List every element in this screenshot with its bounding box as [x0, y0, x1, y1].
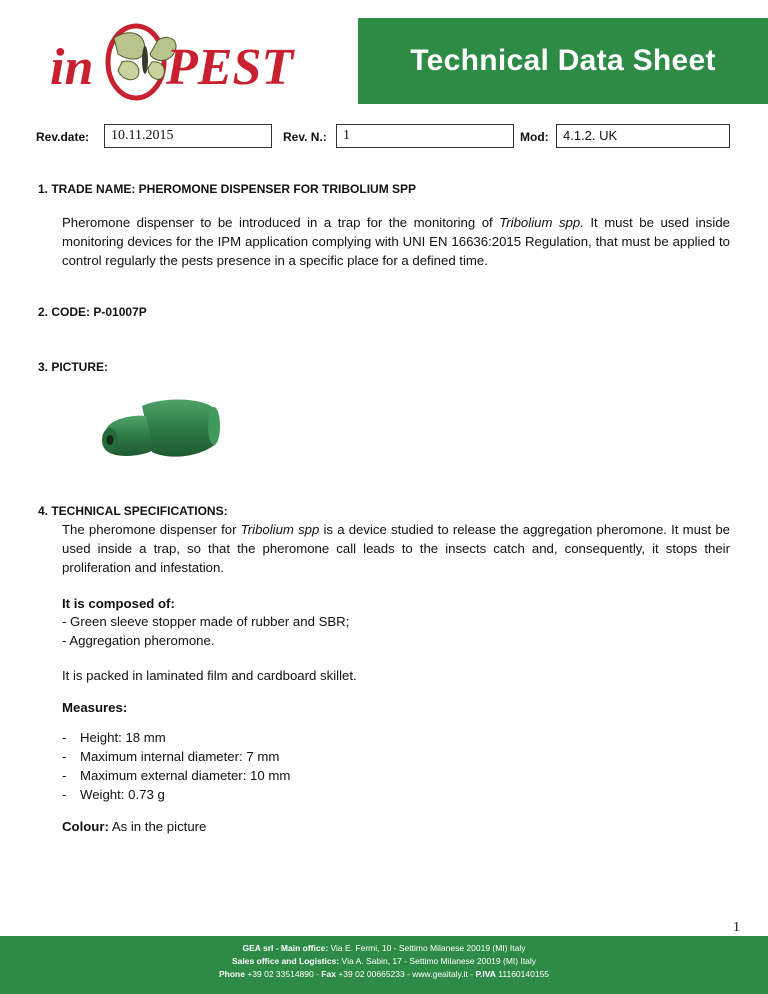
- measures-heading: Measures:: [62, 700, 128, 715]
- rev-n-field: 1: [336, 124, 514, 148]
- list-item: - Height: 18 mm: [62, 730, 166, 745]
- rev-n-label: Rev. N.:: [283, 130, 327, 144]
- composed-list: [62, 612, 349, 650]
- section-4-text: The pheromone dispenser for Tribolium spp is a device studied to release the aggregation pheromone. It must be used inside a trap, so that the pheromone call leads to the insects catch and, consequently, it stops their proliferation and infestation.: [62, 522, 730, 575]
- list-item: - Weight: 0.73 g: [62, 787, 165, 802]
- section-2-heading: 2. CODE: P-01007P: [38, 305, 147, 319]
- footer-line-sales-office: Sales office and Logistics: Via A. Sabin, 17 - Settimo Milanese 20019 (MI) Italy: [231, 956, 537, 966]
- svg-text:in: in: [50, 39, 94, 96]
- measures-list: [62, 728, 290, 804]
- svg-text:PEST: PEST: [166, 39, 294, 96]
- list-item: - Aggregation pheromone.: [62, 633, 215, 648]
- dispenser-picture: [98, 392, 222, 470]
- footer-line-main-office: GEA srl - Main office: Via E. Fermi, 10 - Settimo Milanese 20019 (MI) Italy: [242, 943, 526, 953]
- list-item: - Maximum internal diameter: 7 mm: [62, 749, 280, 764]
- section-3-heading: 3. PICTURE:: [38, 360, 109, 374]
- footer-line-contacts: Phone +39 02 33514890 - Fax +39 02 00665233 - www.geaitaly.it - P.IVA 11160140155: [218, 969, 550, 979]
- mod-label: Mod:: [520, 130, 549, 144]
- revision-row: [36, 124, 736, 150]
- header: [0, 0, 768, 104]
- section-1-text: Pheromone dispenser to be introduced in a trap for the monitoring of Tribolium spp. It must be used inside monitoring devices for the IPM application complying with UNI EN 16636:2015 Regulation, that must be applied to control regularly the pests presence in a specific place for a defined time.: [62, 215, 730, 268]
- rev-date-field: 10.11.2015: [104, 124, 272, 148]
- page-number: 1: [733, 920, 740, 935]
- footer: [0, 936, 768, 994]
- list-item: - Maximum external diameter: 10 mm: [62, 768, 291, 783]
- packed-text: It is packed in laminated film and cardboard skillet.: [62, 668, 357, 683]
- colour-line: Colour: As in the picture: [62, 819, 207, 834]
- page-title: Technical Data Sheet: [410, 44, 716, 77]
- list-item: - Green sleeve stopper made of rubber and SBR;: [62, 614, 350, 629]
- composed-heading: It is composed of:: [62, 596, 175, 611]
- moth-logo-icon: [48, 18, 358, 104]
- inpest-logo: [48, 18, 358, 104]
- section-4-heading: 4. TECHNICAL SPECIFICATIONS:: [38, 504, 228, 518]
- section-1-heading: 1. TRADE NAME: PHEROMONE DISPENSER FOR TRIBOLIUM SPP: [38, 182, 417, 196]
- title-band: [358, 18, 768, 104]
- mod-field: 4.1.2. UK: [556, 124, 730, 148]
- rev-date-label: Rev.date:: [36, 130, 90, 144]
